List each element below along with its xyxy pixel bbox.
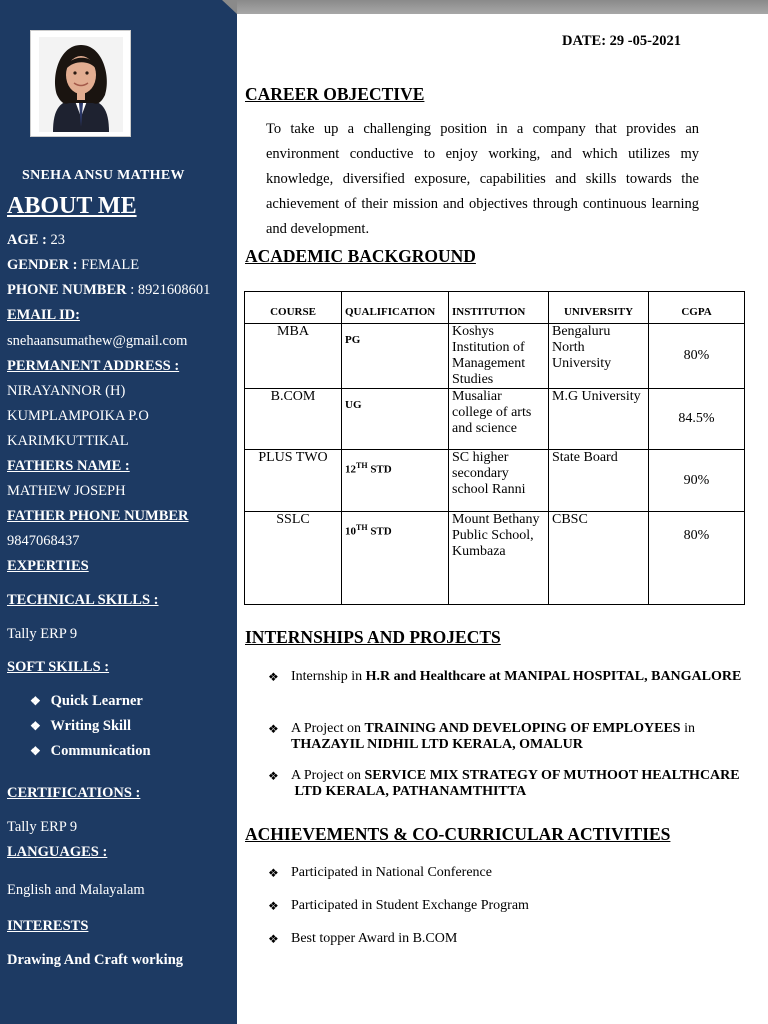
address-line: KARIMKUTTIKAL <box>7 433 129 449</box>
table-row <box>245 389 745 450</box>
diamond-bullet-icon: ❖ <box>30 744 41 758</box>
internship-title: H.R and Healthcare at MANIPAL HOSPITAL, BANGALORE <box>365 669 742 684</box>
soft-skill: Writing Skill <box>50 718 132 734</box>
qualification-suffix: TH <box>356 523 368 532</box>
institution-cell: Musaliar college of arts and science <box>449 389 549 450</box>
age-label: AGE : <box>7 232 47 248</box>
achievements-heading: ACHIEVEMENTS & CO-CURRICULAR ACTIVITIES <box>245 824 671 844</box>
document-date: DATE: 29 -05-2021 <box>562 33 681 49</box>
soft-skill: Quick Learner <box>50 693 143 709</box>
soft-skill: Communication <box>50 743 151 759</box>
institution-cell: Koshys Institution of Management Studies <box>449 324 549 389</box>
project-title: SERVICE MIX STRATEGY OF MUTHOOT HEALTHCARE <box>364 768 740 783</box>
avatar <box>39 37 123 132</box>
university-cell: M.G University <box>549 389 649 450</box>
father-value: MATHEW JOSEPH <box>7 483 126 499</box>
course-cell: B.COM <box>245 389 342 450</box>
cgpa-cell: 80% <box>649 324 745 389</box>
interests-heading: INTERESTS <box>7 918 89 934</box>
achievements-list <box>268 865 758 947</box>
gender-label: GENDER : <box>7 257 78 273</box>
languages-value: English and Malayalam <box>7 882 145 898</box>
list-item <box>268 931 758 947</box>
father-phone-value: 9847068437 <box>7 533 80 549</box>
address-line: NIRAYANNOR (H) <box>7 383 126 399</box>
list-item <box>30 692 151 717</box>
career-objective-heading: CAREER OBJECTIVE <box>245 84 425 104</box>
diamond-bullet-icon: ❖ <box>268 866 279 880</box>
soft-skills-list <box>30 692 151 767</box>
academic-background-heading: ACADEMIC BACKGROUND <box>245 246 476 266</box>
email-label: EMAIL ID: <box>7 307 80 323</box>
project-prefix: A Project on <box>291 721 365 736</box>
project-prefix: A Project on <box>291 768 365 783</box>
certification: Tally ERP 9 <box>7 819 78 835</box>
qualification-value: PG <box>345 334 361 346</box>
column-header: CGPA <box>649 292 745 324</box>
internships-list <box>268 669 758 800</box>
qualification-value <box>345 520 445 540</box>
qualification-value: UG <box>345 399 362 411</box>
qualification-number: 12 <box>345 463 356 476</box>
table-row <box>245 512 745 605</box>
about-me-heading: ABOUT ME <box>7 193 137 219</box>
diamond-bullet-icon: ❖ <box>268 722 279 736</box>
address-line: KUMPLAMPOIKA P.O <box>7 408 149 424</box>
university-cell: CBSC <box>549 512 649 605</box>
academic-table <box>244 291 745 605</box>
diamond-bullet-icon: ❖ <box>268 670 279 684</box>
course-cell: SSLC <box>245 512 342 605</box>
diamond-bullet-icon: ❖ <box>268 769 279 783</box>
project-connector: in <box>680 721 695 736</box>
column-header: COURSE <box>245 292 342 324</box>
table-row <box>245 450 745 512</box>
table-header-row <box>245 292 745 324</box>
internships-heading: INTERNSHIPS AND PROJECTS <box>245 627 501 647</box>
technical-skill: Tally ERP 9 <box>7 626 78 642</box>
father-label: FATHERS NAME : <box>7 458 130 474</box>
diamond-bullet-icon: ❖ <box>268 932 279 946</box>
experties-heading: EXPERTIES <box>7 558 89 574</box>
profile-photo <box>30 30 131 137</box>
achievement-text: Best topper Award in B.COM <box>291 931 458 946</box>
phone-line <box>7 281 210 299</box>
list-item <box>30 742 151 767</box>
soft-skills-heading: SOFT SKILLS : <box>7 659 110 675</box>
list-item <box>268 898 758 931</box>
university-cell: State Board <box>549 450 649 512</box>
column-header: UNIVERSITY <box>549 292 649 324</box>
achievement-text: Participated in Student Exchange Program <box>291 898 529 913</box>
interests-value: Drawing And Craft working <box>7 952 184 968</box>
achievement-text: Participated in National Conference <box>291 865 492 880</box>
column-header: QUALIFICATION <box>342 292 449 324</box>
qualification-cell <box>342 512 449 605</box>
father-phone-label: FATHER PHONE NUMBER <box>7 508 189 524</box>
technical-skills-heading: TECHNICAL SKILLS : <box>7 592 159 608</box>
column-header: INSTITUTION <box>449 292 549 324</box>
qualification-cell <box>342 450 449 512</box>
header-bar-notch <box>222 0 237 14</box>
project-organization: THAZAYIL NIDHIL LTD KERALA, OMALUR <box>291 737 583 752</box>
diamond-bullet-icon: ❖ <box>30 694 41 708</box>
cgpa-cell: 90% <box>649 450 745 512</box>
cgpa-cell: 80% <box>649 512 745 605</box>
course-cell: MBA <box>245 324 342 389</box>
sidebar <box>0 0 237 1024</box>
qualification-value <box>345 458 445 478</box>
cgpa-cell: 84.5% <box>649 389 745 450</box>
list-item <box>268 768 758 800</box>
institution-cell: Mount Bethany Public School, Kumbaza <box>449 512 549 605</box>
project-title: TRAINING AND DEVELOPING OF EMPLOYEES <box>364 721 681 736</box>
qualification-std: STD <box>367 463 392 476</box>
address-label: PERMANENT ADDRESS : <box>7 358 180 374</box>
diamond-bullet-icon: ❖ <box>30 719 41 733</box>
languages-heading: LANGUAGES : <box>7 844 108 860</box>
gender-line <box>7 256 139 274</box>
qualification-cell <box>342 389 449 450</box>
project-organization: LTD KERALA, PATHANAMTHITTA <box>291 784 527 799</box>
university-cell: Bengaluru North University <box>549 324 649 389</box>
list-item <box>268 721 758 768</box>
list-item <box>30 717 151 742</box>
diamond-bullet-icon: ❖ <box>268 899 279 913</box>
qualification-cell <box>342 324 449 389</box>
header-bar <box>237 0 768 14</box>
internship-prefix: Internship in <box>291 669 366 684</box>
table-row <box>245 324 745 389</box>
qualification-suffix: TH <box>356 461 368 470</box>
email-value: snehaansumathew@gmail.com <box>7 333 188 349</box>
phone-label: PHONE NUMBER <box>7 282 127 298</box>
certifications-heading: CERTIFICATIONS : <box>7 785 141 801</box>
age-line <box>7 231 65 249</box>
list-item <box>268 865 758 898</box>
course-cell: PLUS TWO <box>245 450 342 512</box>
list-item <box>268 669 758 721</box>
qualification-std: STD <box>367 525 392 538</box>
age-value: 23 <box>50 232 65 248</box>
career-objective-text: To take up a challenging position in a company that provides an environment conductive to enjoy working, and which utilizes my knowledge, diversified exposure, capabilities and skills towards the achievement of their mission and objectives through continuous learning and development. <box>266 121 699 237</box>
gender-value: FEMALE <box>81 257 140 273</box>
phone-value: : 8921608601 <box>130 282 211 298</box>
qualification-number: 10 <box>345 525 356 538</box>
institution-cell: SC higher secondary school Ranni <box>449 450 549 512</box>
candidate-name: SNEHA ANSU MATHEW <box>22 168 185 183</box>
